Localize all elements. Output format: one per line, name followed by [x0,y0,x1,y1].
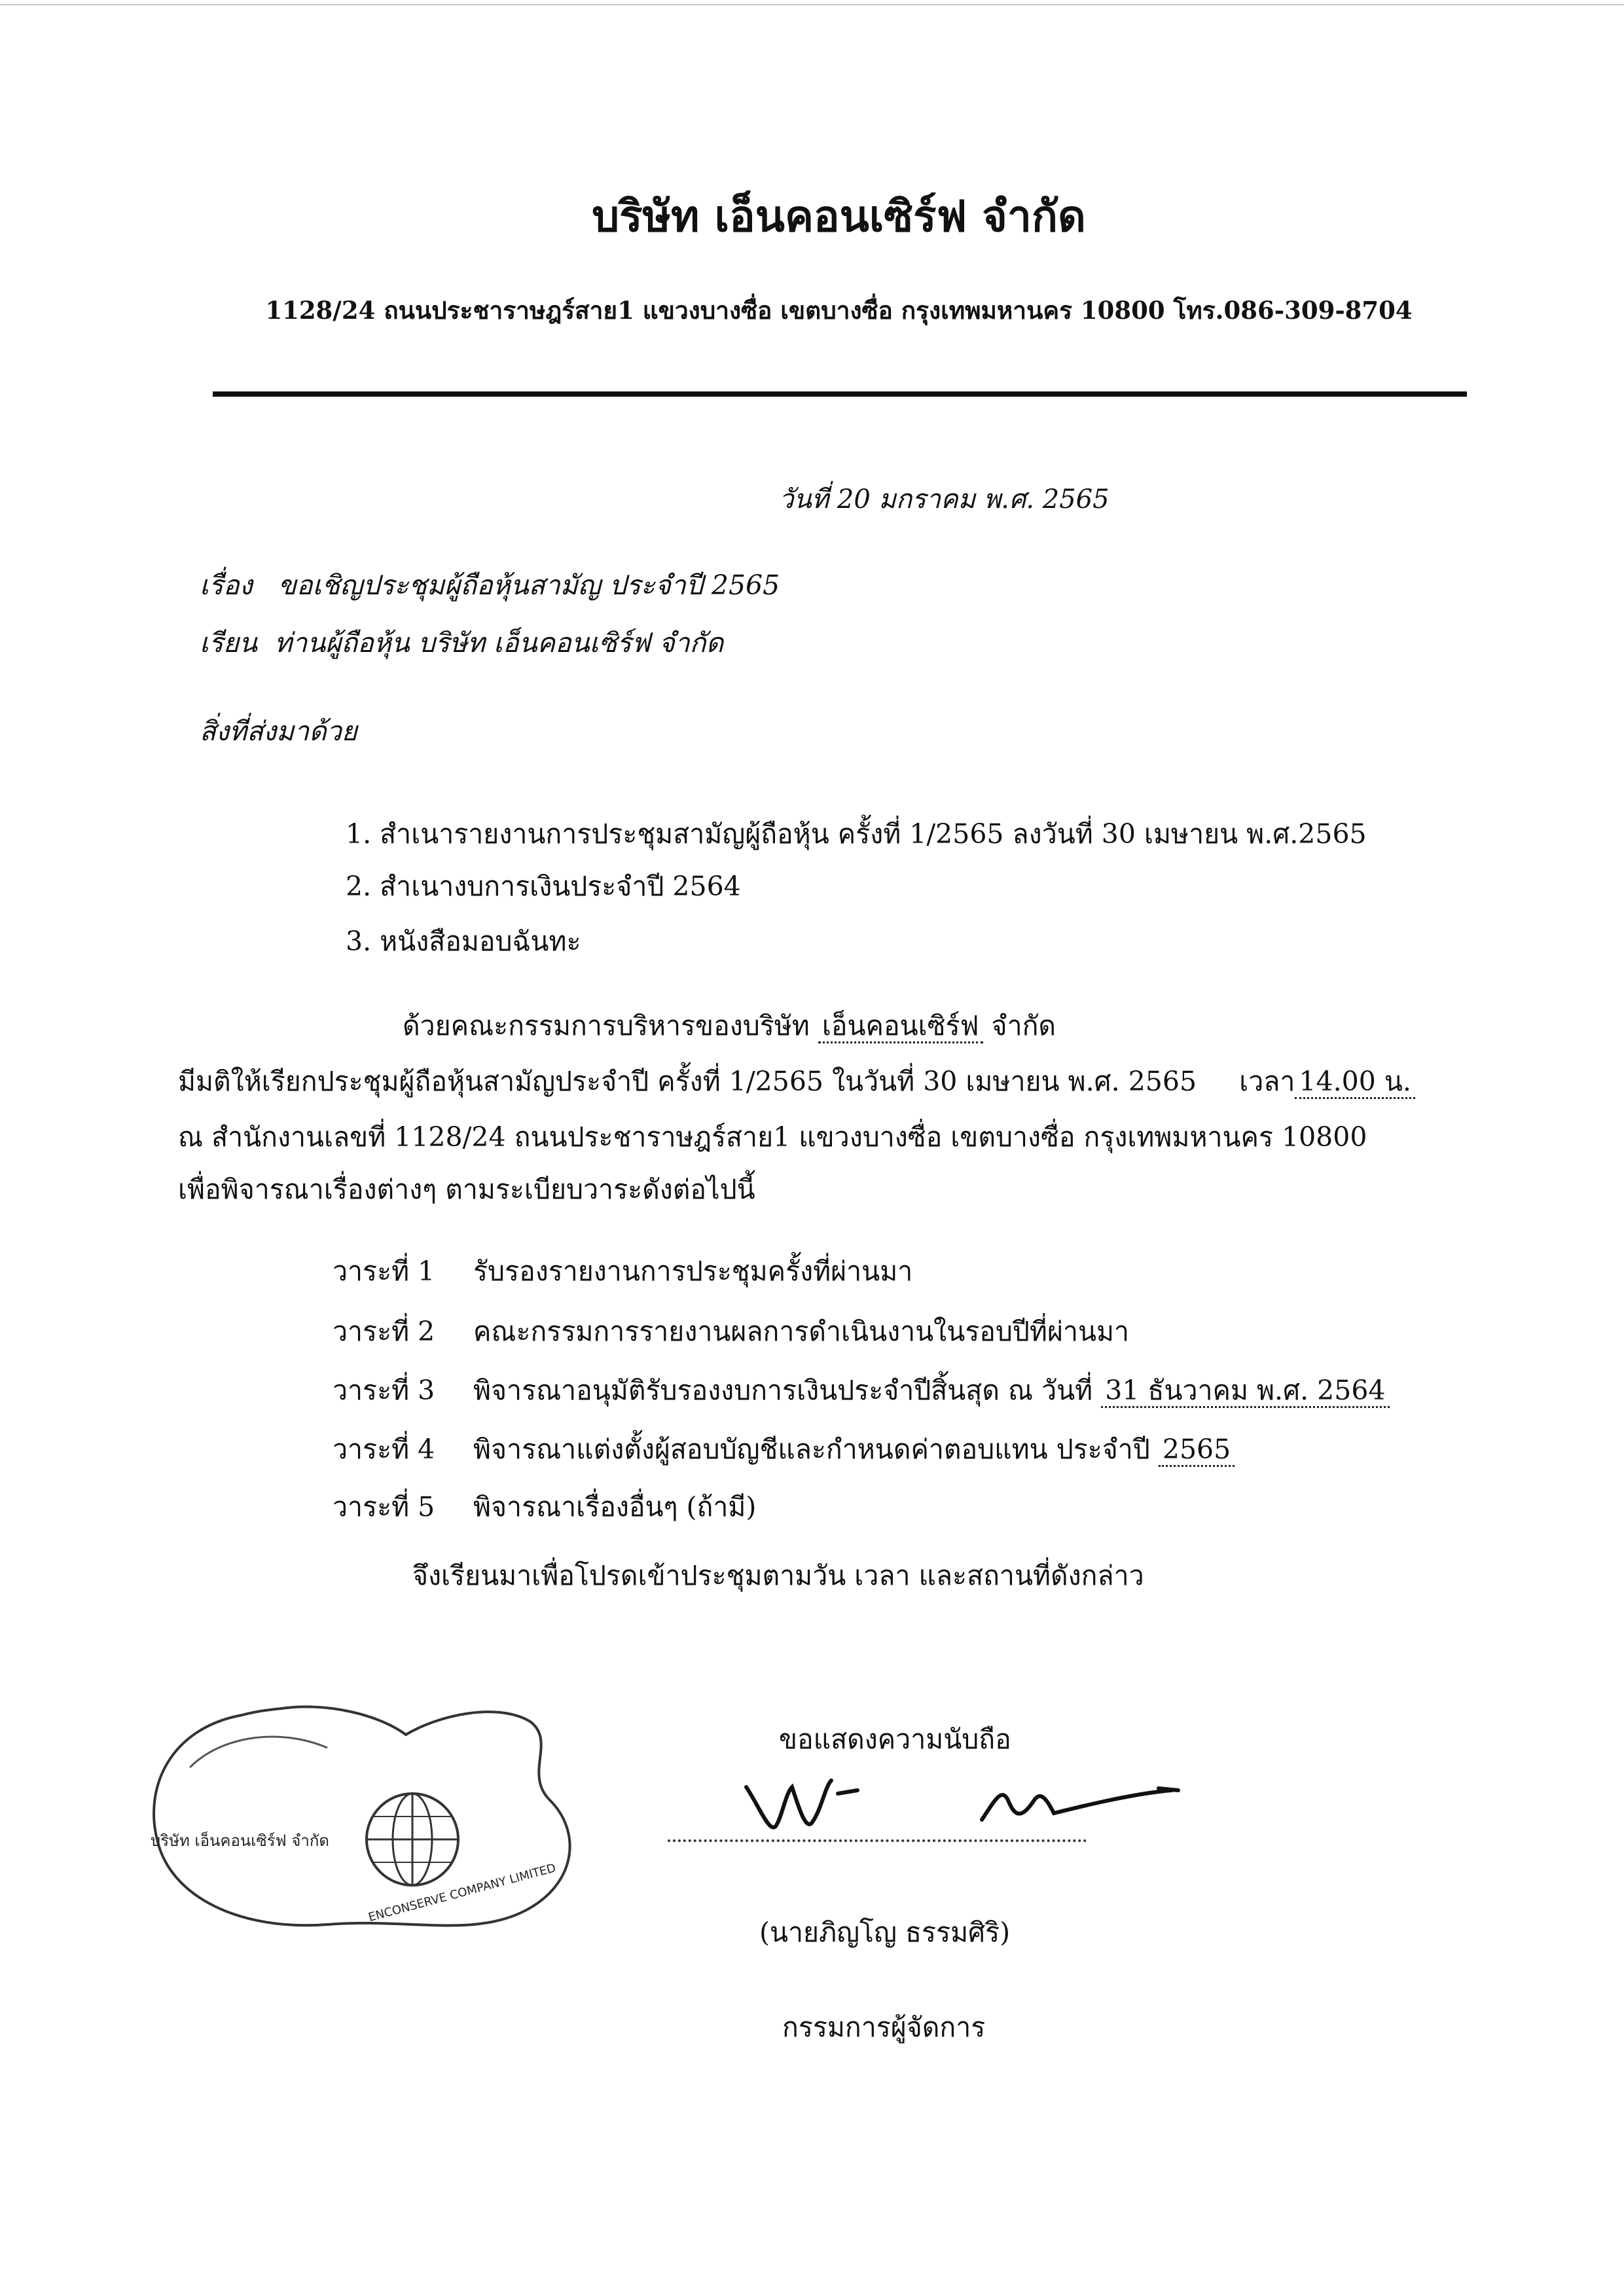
p1-prefix: ด้วยคณะกรรมการบริหารของบริษัท [403,1010,810,1041]
enclosures-heading: สิ่งที่ส่งมาด้วย [200,715,357,747]
agenda-text: พิจารณาแต่งตั้งผู้สอบบัญชีและกำหนดค่าตอบแทน ประจำปี [473,1434,1150,1465]
subject-label: เรื่อง [200,569,253,601]
scan-edge-line [0,4,1624,5]
agenda-label: วาระที่ 5 [333,1491,435,1523]
p2-text: มีมติให้เรียกประชุมผู้ถือหุ้นสามัญประจำปี ครั้งที่ 1/2565 ในวันที่ 30 เมษายน พ.ศ. 2565 [178,1066,1197,1097]
agenda-item-3 [333,1369,1390,1412]
agenda-item-5 [333,1486,756,1528]
company-address: 1128/24 ถนนประชาราษฎร์สาย1 แขวงบางซื่อ เขตบางซื่อ กรุงเทพมหานคร 10800 โทร.086-309-8704 [265,296,1413,325]
company-seal-icon [131,1689,589,1951]
p1-suffix: จำกัด [991,1010,1056,1041]
signer-name: (นายภิญโญ ธรรมศิริ) [759,1917,1011,1948]
subject-text: ขอเชิญประชุมผู้ถือหุ้นสามัญ ประจำปี 2565 [278,569,780,601]
recipient-text: ท่านผู้ถือหุ้น บริษัท เอ็นคอนเซิร์ฟ จำกัด [274,627,724,659]
agenda-text: พิจารณาเรื่องอื่นๆ (ถ้ามี) [473,1491,757,1523]
agenda-label: วาระที่ 4 [333,1434,435,1465]
seal-thai-name: บริษัท เอ็นคอนเซิร์ฟ จำกัด [151,1832,329,1850]
handwritten-signature-icon [740,1761,1185,1846]
signer-position: กรรมการผู้จัดการ [782,2012,986,2043]
enclosure-item-2: 2. สำเนางบการเงินประจำปี 2564 [346,871,741,902]
agenda-label: วาระที่ 2 [333,1316,435,1347]
enclosure-item-1: 1. สำเนารายงานการประชุมสามัญผู้ถือหุ้น ครั้งที่ 1/2565 ลงวันที่ 30 เมษายน พ.ศ.2565 [346,818,1367,850]
agenda-item-2 [333,1310,1129,1353]
recipient-label: เรียน [200,627,258,659]
agenda-fill: 31 ธันวาคม พ.ศ. 2564 [1101,1375,1389,1408]
closing-line: จึงเรียนมาเพื่อโปรดเข้าประชุมตามวัน เวลา และสถานที่ดังกล่าว [412,1560,1144,1591]
body-paragraph-2 [178,1060,1415,1103]
signature-dotted-line [668,1839,1087,1842]
letter-date: วันที่ 20 มกราคม พ.ศ. 2565 [779,484,1110,515]
p2-time-label: เวลา [1239,1066,1295,1097]
p2-time-fill: 14.00 น. [1295,1066,1415,1099]
agenda-text: พิจารณาอนุมัติรับรองงบการเงินประจำปีสิ้นสุด ณ วันที่ [473,1375,1093,1406]
agenda-item-4 [333,1428,1235,1471]
agenda-fill: 2565 [1159,1434,1235,1467]
seal-english-name: ENCONSERVE COMPANY LIMITED [367,1861,558,1925]
agenda-text: คณะกรรมการรายงานผลการดำเนินงานในรอบปีที่ผ่านมา [473,1316,1130,1347]
body-paragraph-1 [403,1005,1056,1047]
subject-line [200,564,780,607]
agenda-label: วาระที่ 3 [333,1375,435,1406]
body-paragraph-3: ณ สำนักงานเลขที่ 1128/24 ถนนประชาราษฎร์สาย1 แขวงบางซื่อ เขตบางซื่อ กรุงเทพมหานคร 10800 [178,1121,1367,1153]
header-divider [213,391,1467,397]
body-paragraph-4: เพื่อพิจารณาเรื่องต่างๆ ตามระเบียบวาระดังต่อไปนี้ [178,1174,755,1205]
agenda-label: วาระที่ 1 [333,1256,435,1287]
p1-company-fill: เอ็นคอนเซิร์ฟ [818,1010,983,1043]
company-title: บริษัท เอ็นคอนเซิร์ฟ จำกัด [592,190,1086,242]
signature-regards: ขอแสดงความนับถือ [779,1724,1011,1755]
agenda-text: รับรองรายงานการประชุมครั้งที่ผ่านมา [473,1256,913,1287]
enclosure-item-3: 3. หนังสือมอบฉันทะ [346,926,581,957]
agenda-item-1 [333,1250,912,1293]
recipient-line [200,622,723,664]
